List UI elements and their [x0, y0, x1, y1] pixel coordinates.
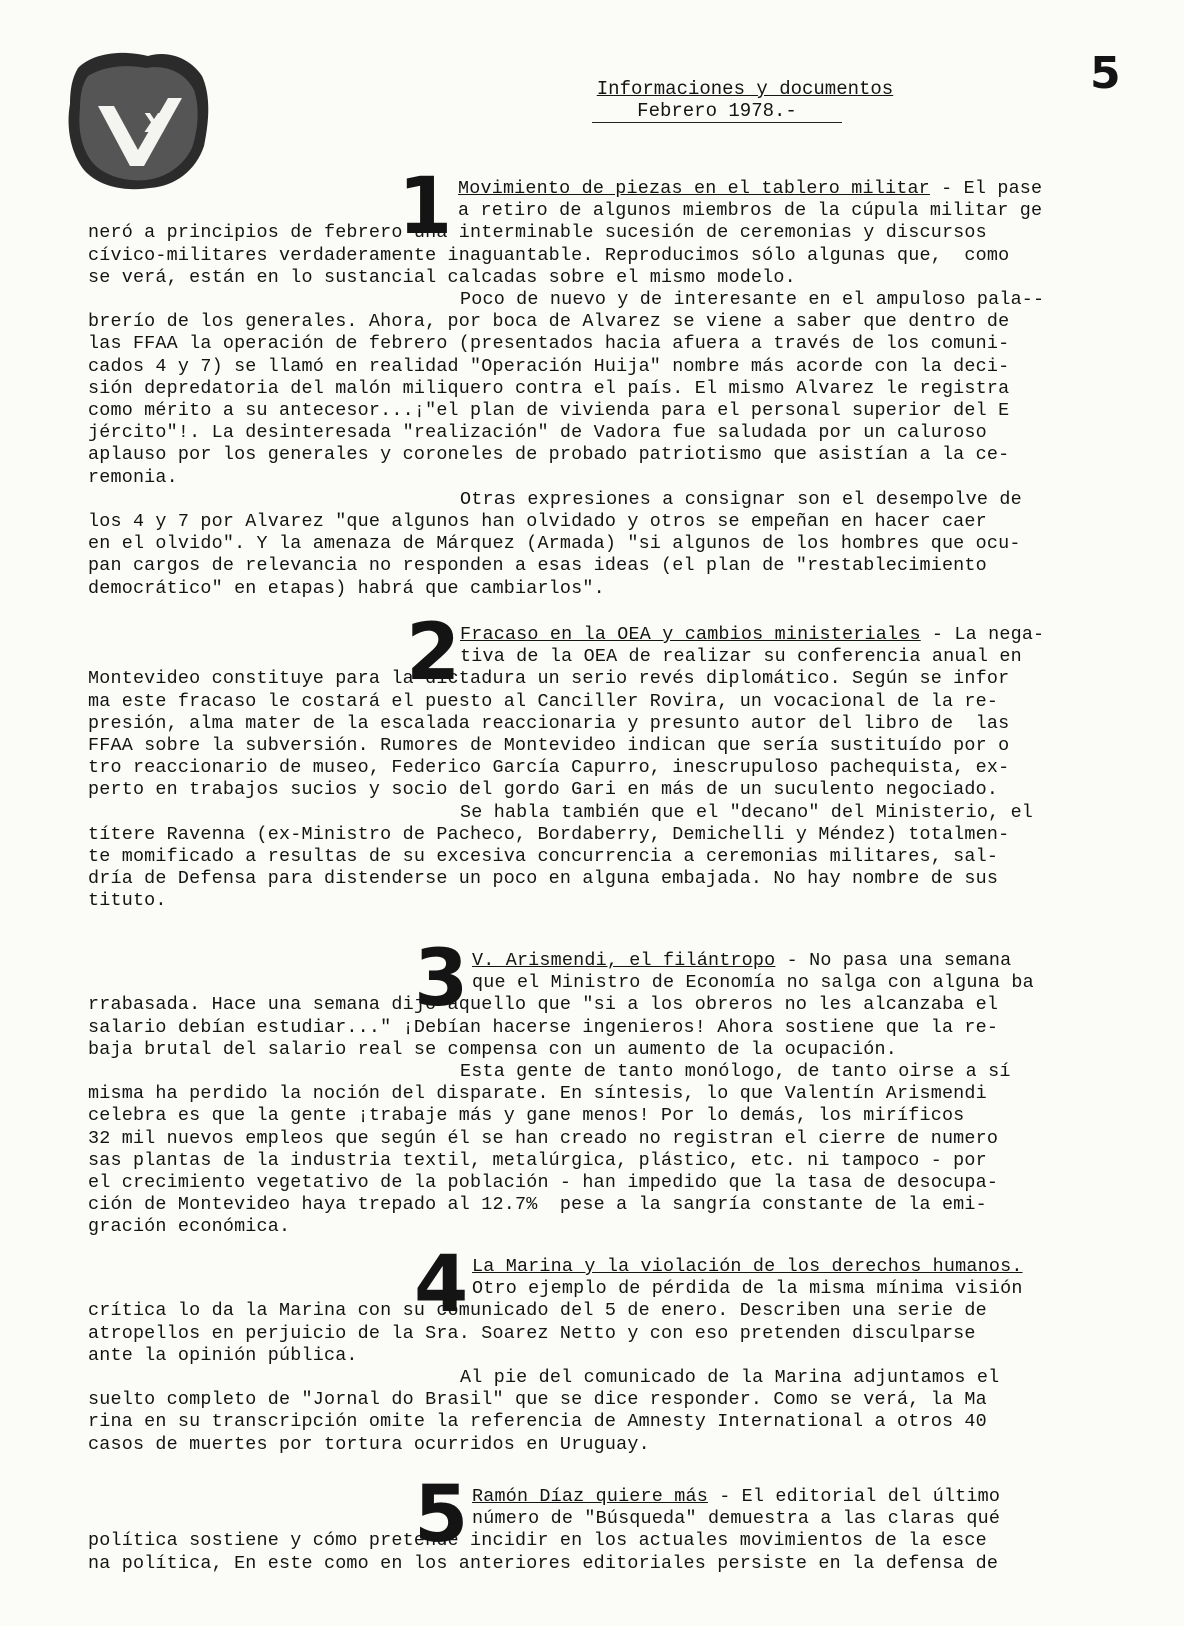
text-line: - La nega-: [920, 624, 1045, 645]
vx-emblem-icon: [64, 46, 212, 192]
text-line: casos de muertes por tortura ocurridos en Uruguay.: [88, 1433, 650, 1455]
page-number: 5: [1090, 48, 1121, 99]
section-heading: Movimiento de piezas en el tablero militar: [458, 178, 930, 199]
text-line: ma este fracaso le costará el puesto al Canciller Rovira, un vocacional de la re-: [88, 690, 999, 712]
section-heading: V. Arismendi, el filántropo: [472, 950, 776, 971]
text-line: neró a principios de febrero una interminable sucesión de ceremonias y discursos: [88, 222, 987, 244]
text-line: suelto completo de "Jornal do Brasil" que se dice responder. Como se verá, la Ma: [88, 1389, 987, 1411]
text-line: perto en trabajos sucios y socio del gordo Gari en más de un suculento negociado.: [88, 779, 999, 801]
text-line: número de "Búsqueda" demuestra a las claras qué: [472, 1508, 1001, 1530]
text-line: Montevideo constituye para la dictadura un serio revés diplomático. Según se infor: [88, 668, 1010, 690]
text-line: el crecimiento vegetativo de la población - han impedido que la tasa de desocupa-: [88, 1172, 999, 1194]
text-line: brerío de los generales. Ahora, por boca de Alvarez se viene a saber que dentro de: [88, 311, 1010, 333]
section-heading-line: [88, 1256, 1112, 1278]
section-heading-line: [88, 178, 1112, 200]
text-line: rina en su transcripción omite la referencia de Amnesty International a otros 40: [88, 1411, 987, 1433]
text-line: dría de Defensa para distenderse un poco en alguna embajada. No hay nombre de sus: [88, 868, 999, 890]
section-number: 4: [414, 1240, 469, 1330]
text-line: 32 mil nuevos empleos que según él se han creado no registran el cierre de numero: [88, 1127, 999, 1149]
text-line: cívico-militares verdaderamente inaguantable. Reproducimos sólo algunas que, como: [88, 244, 1010, 266]
section-heading: Fracaso en la OEA y cambios ministeriales: [460, 624, 921, 645]
section-2: [88, 608, 1112, 913]
text-line: - El editorial del último: [707, 1486, 1001, 1507]
text-line: cados 4 y 7) se llamó en realidad "Operación Huija" nombre más acorde con la deci-: [88, 355, 1010, 377]
text-line: Otro ejemplo de pérdida de la misma mínima visión: [472, 1278, 1023, 1300]
text-line: las FFAA la operación de febrero (presentados hacia afuera a través de los comuni-: [88, 333, 1010, 355]
section-heading-line: [88, 624, 1112, 646]
text-line: tituto.: [88, 890, 167, 912]
text-line: rrabasada. Hace una semana dijo aquello que "si a los obreros no les alcanzaba el: [88, 994, 999, 1016]
text-line: como mérito a su antecesor...¡"el plan de vivienda para el personal superior del E: [88, 400, 1010, 422]
text-line: na política, En este como en los anteriores editoriales persiste en la defensa de: [88, 1552, 999, 1574]
text-line: crítica lo da la Marina con su comunicado del 5 de enero. Describen una serie de: [88, 1300, 987, 1322]
logo-x-letter: X: [144, 109, 165, 139]
text-line: te momificado a resultas de su excesiva concurrencia a ceremonias militares, sal-: [88, 846, 999, 868]
text-line: salario debían estudiar..." ¡Debían hacerse ingenieros! Ahora sostiene que la re-: [88, 1016, 999, 1038]
section-heading: Ramón Díaz quiere más: [472, 1486, 708, 1507]
text-line: Otras expresiones a consignar son el desempolve de: [460, 488, 1022, 510]
text-line: celebra es que la gente ¡trabaje más y gane menos! Por lo demás, los miríficos: [88, 1105, 965, 1127]
text-line: sas plantas de la industria textil, metalúrgica, plástico, etc. ni tampoco - por: [88, 1149, 987, 1171]
text-line: gración económica.: [88, 1216, 291, 1238]
text-line: pan cargos de relevancia no responden a esas ideas (el plan de "restablecimiento: [88, 555, 987, 577]
header-date: Febrero 1978.-: [592, 100, 842, 123]
text-line: Se habla también que el "decano" del Ministerio, el: [460, 801, 1034, 823]
section-1: [88, 162, 1112, 600]
text-line: los 4 y 7 por Alvarez "que algunos han olvidado y otros se empeñan en hacer caer: [88, 511, 987, 533]
text-line: atropellos en perjuicio de la Sra. Soarez Netto y con eso pretenden disculparse: [88, 1322, 976, 1344]
text-line: sión depredatoria del malón miliquero contra el país. El mismo Alvarez le registra: [88, 377, 1010, 399]
section-number: 3: [414, 934, 469, 1024]
text-line: Poco de nuevo y de interesante en el ampuloso pala--: [460, 289, 1045, 311]
text-line: Esta gente de tanto monólogo, de tanto oirse a sí: [460, 1061, 1011, 1083]
text-line: tiva de la OEA de realizar su conferencia anual en: [460, 646, 1022, 668]
text-line: ante la opinión pública.: [88, 1344, 358, 1366]
text-line: a retiro de algunos miembros de la cúpula militar ge: [458, 200, 1043, 222]
section-heading-line: [88, 950, 1112, 972]
text-line: títere Ravenna (ex-Ministro de Pacheco, Bordaberry, Demichelli y Méndez) totalmen-: [88, 823, 1010, 845]
section-heading-line: [88, 1486, 1112, 1508]
header-title: Informaciones y documentos: [596, 78, 894, 100]
text-line: - El pase: [929, 178, 1043, 199]
text-line: en el olvido". Y la amenaza de Márquez (Armada) "si algunos de los hombres que ocu-: [88, 533, 1021, 555]
section-number: 5: [414, 1470, 469, 1560]
text-line: presión, alma mater de la escalada reaccionaria y presunto autor del libro de las: [88, 712, 1010, 734]
document-header: [580, 78, 910, 123]
text-line: baja brutal del salario real se compensa con un aumento de la ocupación.: [88, 1038, 898, 1060]
text-line: Al pie del comunicado de la Marina adjuntamos el: [460, 1367, 1000, 1389]
section-number: 1: [398, 162, 453, 252]
text-line: se verá, están en lo sustancial calcadas sobre el mismo modelo.: [88, 266, 796, 288]
section-number: 2: [406, 608, 461, 698]
section-3: [88, 934, 1112, 1239]
section-5: [88, 1470, 1112, 1575]
text-line: democrático" en etapas) habrá que cambiarlos".: [88, 577, 605, 599]
text-line: FFAA sobre la subversión. Rumores de Montevideo indican que sería sustituído por o: [88, 735, 1010, 757]
text-line: misma ha perdido la noción del disparate. En síntesis, lo que Valentín Arismendi: [88, 1083, 987, 1105]
text-line: - No pasa una semana: [775, 950, 1012, 971]
section-4: [88, 1240, 1112, 1456]
text-line: tro reaccionario de museo, Federico García Capurro, inescrupuloso pachequista, ex-: [88, 757, 1010, 779]
text-line: política sostiene y cómo pretende incidir en los actuales movimientos de la esce: [88, 1530, 987, 1552]
text-line: remonia.: [88, 466, 178, 488]
text-line: que el Ministro de Economía no salga con alguna ba: [472, 972, 1034, 994]
text-line: jército"!. La desinteresada "realización" de Vadora fue saludada por un caluroso: [88, 422, 987, 444]
text-line: aplauso por los generales y coroneles de probado patriotismo que asistían a la ce-: [88, 444, 1010, 466]
text-line: ción de Montevideo haya trepado al 12.7% pese a la sangría constante de la emi-: [88, 1194, 987, 1216]
section-heading: La Marina y la violación de los derechos humanos.: [472, 1256, 1023, 1277]
